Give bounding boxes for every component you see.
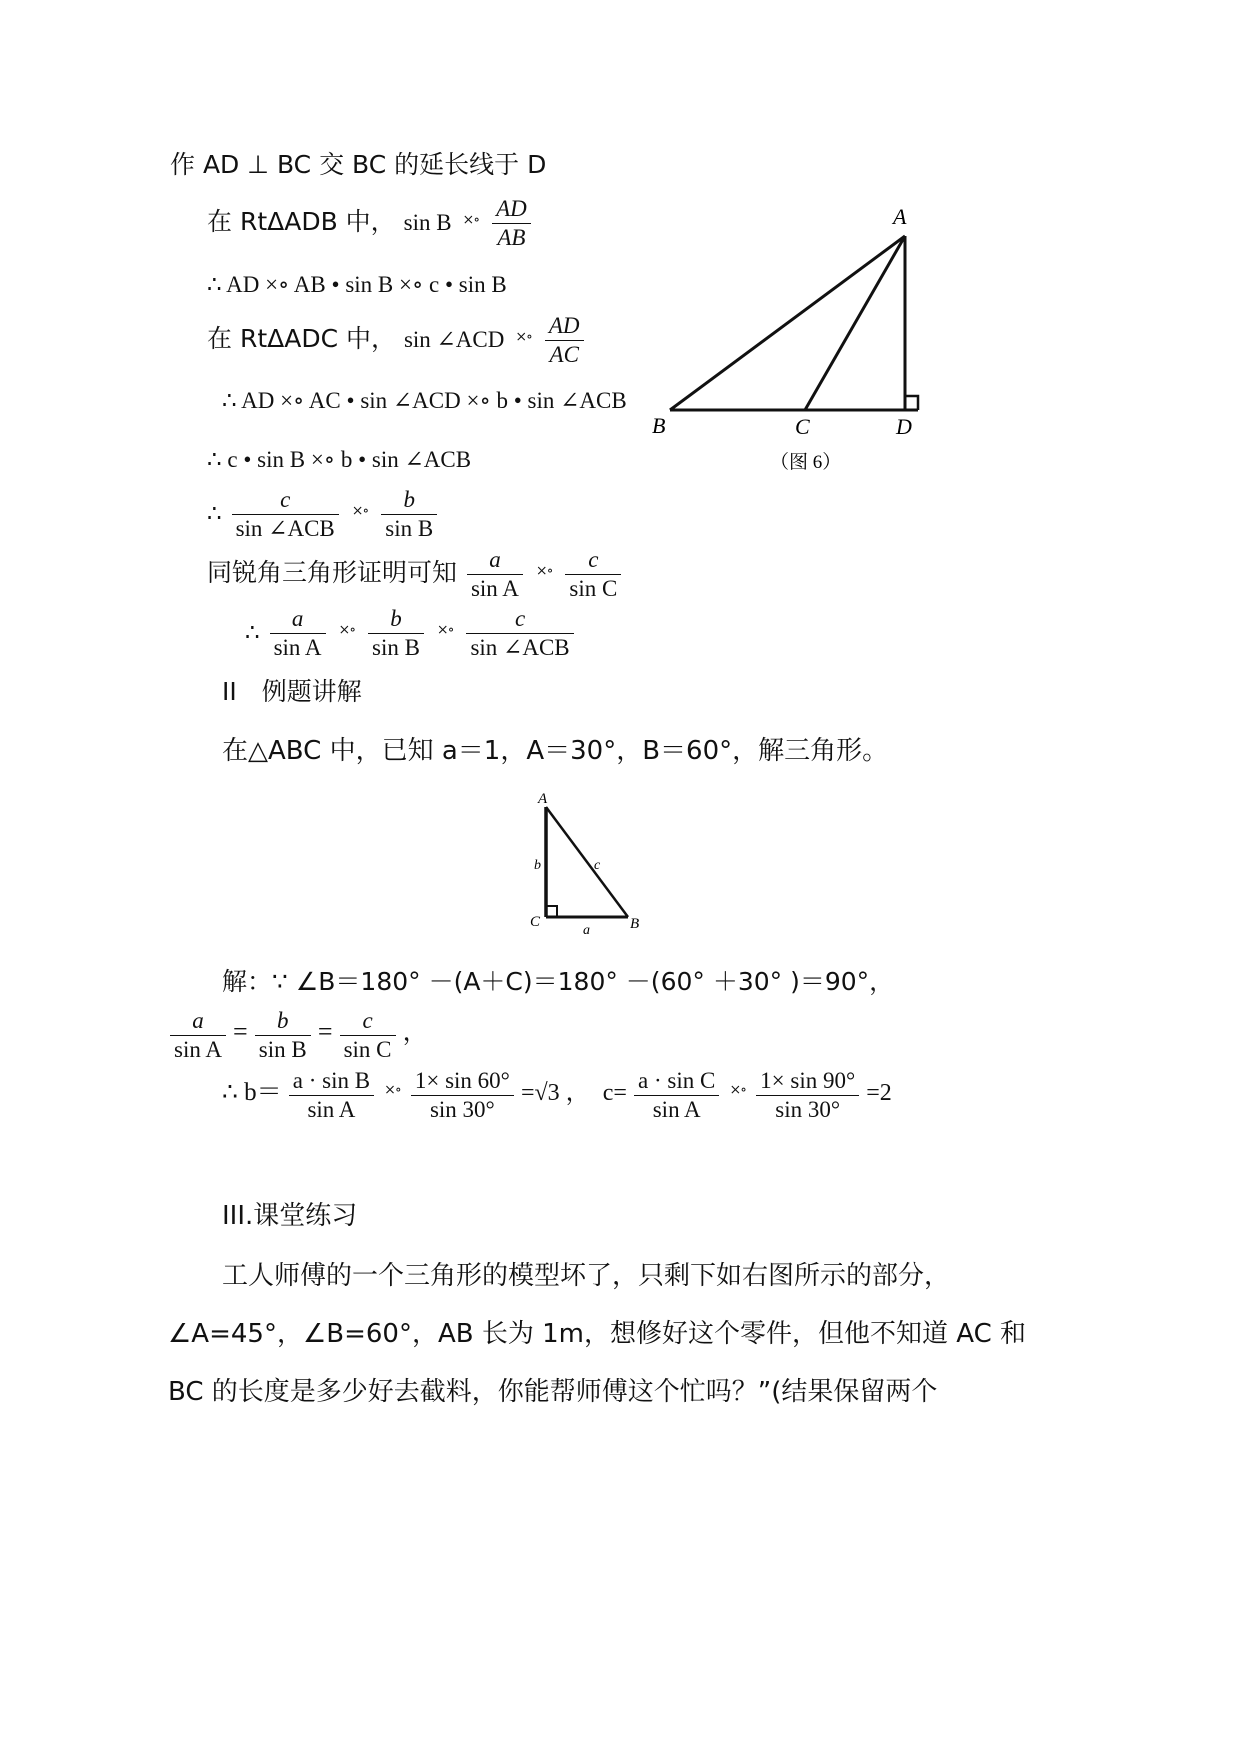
fraction-b-sinb xyxy=(255,1007,311,1064)
solution-line-3-result: =√3 ， xyxy=(520,1080,590,1106)
point-label-b: B xyxy=(652,413,666,438)
fraction-numerator: b xyxy=(381,486,437,515)
proof-line-7 xyxy=(207,486,439,543)
equals-sign: = xyxy=(317,1017,333,1046)
fraction-a-sina xyxy=(170,1007,226,1064)
proof-line-2-rel: ×∘ xyxy=(462,212,480,228)
fraction-denominator: sin 30° xyxy=(429,1097,495,1122)
proof-line-4-rel: ×∘ xyxy=(515,329,532,345)
proof-line-4 xyxy=(207,312,586,369)
fraction-denominator: sin ∠ACB xyxy=(470,635,570,660)
fraction-denominator: sin B xyxy=(372,635,420,660)
fraction-numerator: c xyxy=(466,605,573,634)
example-problem: 在△ABC 中，已知 a＝1，A＝30°，B＝60°，解三角形。 xyxy=(222,736,889,766)
solution-line-3-rel-2: ×∘ xyxy=(729,1082,747,1098)
fraction-c-sinc xyxy=(340,1007,396,1064)
proof-line-8-prefix: 同锐角三角形证明可知 xyxy=(207,558,458,587)
fraction-denominator: sin 30° xyxy=(775,1097,841,1122)
fraction-ad-ab xyxy=(492,195,531,252)
fraction-denominator: sin A xyxy=(273,635,322,660)
therefore-symbol: ∴ xyxy=(245,620,260,645)
solution-line-2 xyxy=(168,1007,428,1064)
fraction-sin90-sin30 xyxy=(756,1067,859,1124)
figure-6-diagram xyxy=(640,200,1040,530)
example-heading: II 例题讲解 xyxy=(222,677,362,706)
fraction-a-sina xyxy=(270,605,326,662)
practice-paragraph-line-1: 工人师傅的一个三角形的模型坏了，只剩下如右图所示的部分， xyxy=(222,1261,951,1291)
solution-line-3-prefix: ∴ b＝ xyxy=(222,1079,282,1106)
segment-ca xyxy=(805,236,905,410)
point-label-a: A xyxy=(538,791,548,807)
therefore-symbol: ∴ xyxy=(207,501,222,526)
fraction-numerator: b xyxy=(255,1007,311,1036)
proof-line-4-lhs: sin ∠ACD xyxy=(403,327,505,352)
fraction-denominator: sin B xyxy=(258,1037,307,1062)
fraction-numerator: AD xyxy=(545,312,584,341)
fraction-denominator: sin B xyxy=(385,516,434,541)
fraction-denominator: sin A xyxy=(174,1037,222,1062)
fraction-numerator: b xyxy=(368,605,424,634)
fraction-numerator: a xyxy=(467,546,523,575)
solution-line-3-c-prefix: c= xyxy=(602,1080,627,1106)
fraction-denominator: sin C xyxy=(569,576,618,601)
side-label-a: a xyxy=(583,923,590,938)
fraction-denominator: AC xyxy=(549,342,579,367)
fraction-a-sina xyxy=(467,546,523,603)
proof-line-9-rel-1: ×∘ xyxy=(338,622,356,638)
proof-line-5: ∴ AD ×∘ AC • sin ∠ACD ×∘ b • sin ∠ACB xyxy=(222,388,627,413)
proof-line-6: ∴ c • sin B ×∘ b • sin ∠ACB xyxy=(207,447,472,472)
point-label-a: A xyxy=(893,204,907,229)
proof-line-9-rel-2: ×∘ xyxy=(436,622,454,638)
fraction-b-sinb xyxy=(381,486,437,543)
fraction-asinb-sina xyxy=(289,1067,374,1124)
side-c xyxy=(546,807,628,917)
fraction-c-sinacb xyxy=(466,605,573,662)
proof-line-2-lhs: sin B xyxy=(403,210,452,235)
fraction-sin60-sin30 xyxy=(411,1067,514,1124)
fraction-denominator: AB xyxy=(497,225,526,250)
fraction-numerator: a xyxy=(270,605,326,634)
fraction-denominator: sin C xyxy=(343,1037,392,1062)
proof-line-8-rel: ×∘ xyxy=(535,563,553,579)
proof-line-2 xyxy=(207,195,533,252)
solution-line-1: 解：∵ ∠B＝180° －(A＋C)＝180° －(60° ＋30° )＝90°， xyxy=(222,967,895,996)
fraction-b-sinb xyxy=(368,605,424,662)
fraction-numerator: 1× sin 60° xyxy=(411,1067,514,1096)
fraction-c-sinacb xyxy=(232,486,339,543)
fraction-numerator: c xyxy=(565,546,621,575)
proof-line-7-rel: ×∘ xyxy=(351,503,369,519)
fraction-numerator: c xyxy=(232,486,339,515)
fraction-numerator: c xyxy=(340,1007,396,1036)
proof-line-3: ∴ AD ×∘ AB • sin B ×∘ c • sin B xyxy=(207,272,507,297)
point-label-b: B xyxy=(630,916,640,932)
point-label-c: C xyxy=(795,414,810,439)
solution-line-2-end: ， xyxy=(402,1017,428,1046)
fraction-c-sinc xyxy=(565,546,621,603)
solution-line-3-rel: ×∘ xyxy=(384,1082,401,1098)
fraction-numerator: a xyxy=(170,1007,226,1036)
practice-paragraph-line-3: BC 的长度是多少好去截料，你能帮师傅这个忙吗？”(结果保留两个 xyxy=(168,1377,938,1407)
proof-line-8 xyxy=(207,546,623,603)
example-triangle-diagram xyxy=(520,785,650,940)
fraction-denominator: sin A xyxy=(652,1097,701,1122)
fraction-ad-ac xyxy=(545,312,584,369)
fraction-denominator: sin A xyxy=(307,1097,356,1122)
practice-heading: III.课堂练习 xyxy=(222,1201,358,1231)
fraction-numerator: 1× sin 90° xyxy=(756,1067,859,1096)
proof-line-4-prefix: 在 RtΔADC 中， xyxy=(207,324,396,353)
fraction-denominator: sin ∠ACB xyxy=(235,516,335,541)
right-angle-mark xyxy=(905,396,918,410)
side-label-b: b xyxy=(534,858,541,873)
point-label-c: C xyxy=(530,914,541,930)
fraction-asinc-sina xyxy=(634,1067,719,1124)
fraction-numerator: a · sin C xyxy=(634,1067,719,1096)
proof-line-1: 作 AD ⊥ BC 交 BC 的延长线于 D xyxy=(170,150,547,179)
fraction-numerator: a · sin B xyxy=(289,1067,374,1096)
proof-line-9 xyxy=(245,605,576,662)
fraction-denominator: sin A xyxy=(470,576,519,601)
point-label-d: D xyxy=(896,414,912,439)
equals-sign: = xyxy=(233,1017,248,1046)
solution-line-3 xyxy=(222,1067,892,1124)
solution-line-3-result-2: =2 xyxy=(866,1080,892,1106)
proof-line-2-prefix: 在 RtΔADB 中， xyxy=(207,207,396,236)
segment-ba xyxy=(670,236,905,410)
fraction-numerator: AD xyxy=(492,195,531,224)
side-label-c: c xyxy=(594,858,601,873)
practice-paragraph-line-2: ∠A=45°，∠B=60°，AB 长为 1m，想修好这个零件，但他不知道 AC 和 xyxy=(168,1319,1027,1349)
figure-6-caption: （图 6） xyxy=(770,452,842,473)
